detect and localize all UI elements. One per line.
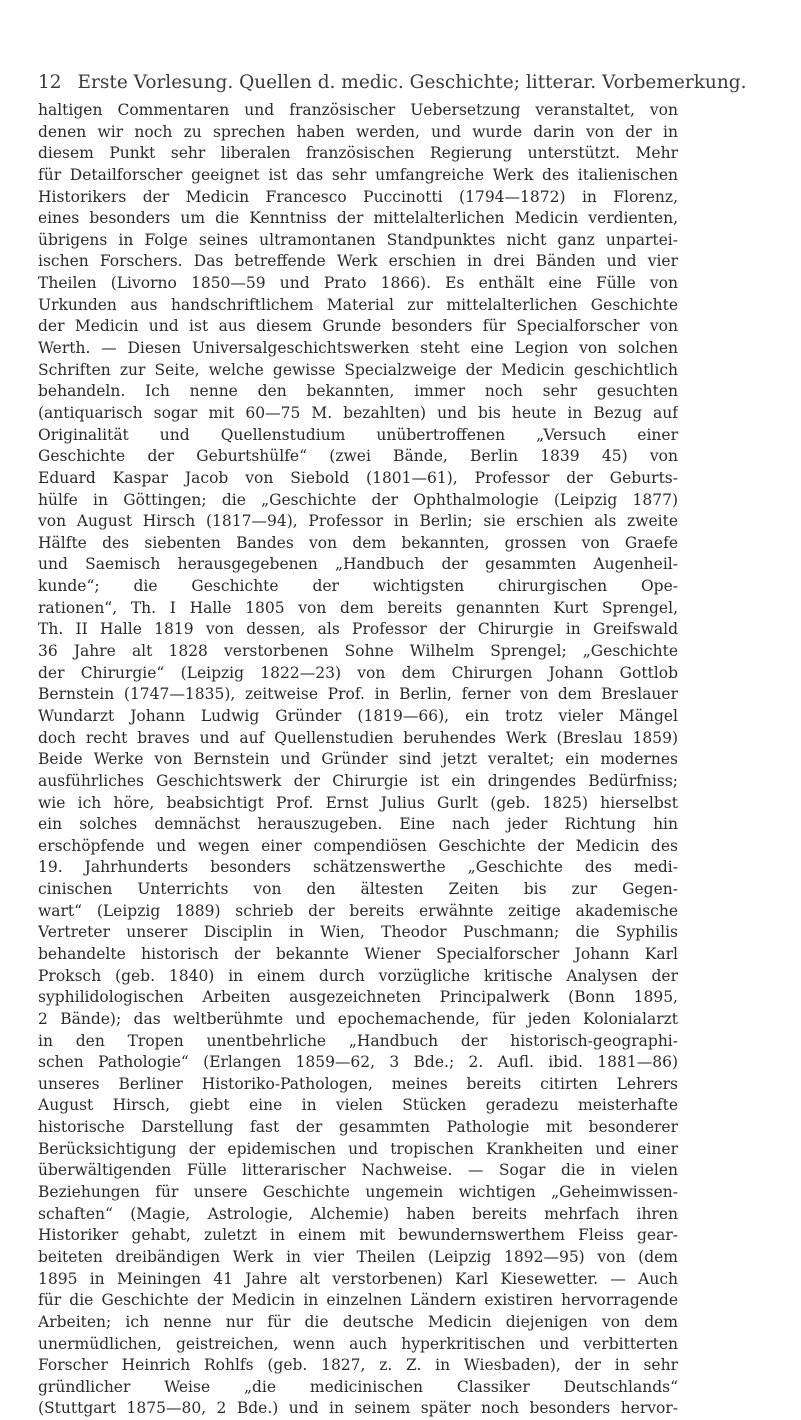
text-line: behandelte historisch der bekannte Wiener Specialforscher Johann Karl xyxy=(38,944,678,963)
text-line: ischen Forschers. Das betreffende Werk erschien in drei Bänden und vier xyxy=(38,252,678,271)
text-line: August Hirsch, giebt eine in vielen Stücken geradezu meisterhafte xyxy=(38,1096,678,1115)
text-line: schaften“ (Magie, Astrologie, Alchemie) haben bereits mehrfach ihren xyxy=(38,1204,678,1223)
page-number: 12 xyxy=(38,72,62,93)
text-line: beiteten dreibändigen Werk in vier Theilen (Leipzig 1892—95) von (dem xyxy=(38,1247,678,1266)
text-line: behandeln. Ich nenne den bekannten, immer noch sehr gesuchten xyxy=(38,382,678,401)
text-line: Eduard Kaspar Jacob von Siebold (1801—61), Professor der Geburts- xyxy=(38,468,678,487)
text-line: hülfe in Göttingen; die „Geschichte der Ophthalmologie (Leipzig 1877) xyxy=(38,490,678,509)
text-line: Theilen (Livorno 1850—59 und Prato 1866). Es enthält eine Fülle von xyxy=(38,274,678,293)
text-line: (antiquarisch sogar mit 60—75 M. bezahlten) und bis heute in Bezug auf xyxy=(38,403,678,422)
text-line: Bernstein (1747—1835), zeitweise Prof. in Berlin, ferner von dem Breslauer xyxy=(38,685,678,704)
text-line: (Stuttgart 1875—80, 2 Bde.) und in seinem später noch besonders hervor- xyxy=(38,1399,678,1418)
text-line: Forscher Heinrich Rohlfs (geb. 1827, z. Z. in Wiesbaden), der in sehr xyxy=(38,1356,678,1375)
text-line: Werth. — Diesen Universalgeschichtswerken steht eine Legion von solchen xyxy=(38,339,678,358)
text-line: Schriften zur Seite, welche gewisse Specialzweige der Medicin geschichtlich xyxy=(38,360,678,379)
running-title: Erste Vorlesung. Quellen d. medic. Geschichte; litterar. Vorbemerkung. xyxy=(77,72,747,93)
text-line: von August Hirsch (1817—94), Professor in Berlin; sie erschien als zweite xyxy=(38,512,678,531)
text-line: schen Pathologie“ (Erlangen 1859—62, 3 Bde.; 2. Aufl. ibid. 1881—86) xyxy=(38,1053,678,1072)
text-line: unseres Berliner Historiko-Pathologen, meines bereits citirten Lehrers xyxy=(38,1074,678,1093)
text-line: 1895 in Meiningen 41 Jahre alt verstorbenen) Karl Kiesewetter. — Auch xyxy=(38,1269,678,1288)
text-line: denen wir noch zu sprechen haben werden, und wurde darin von der in xyxy=(38,122,678,141)
text-line: für die Geschichte der Medicin in einzelnen Ländern existiren hervorragende xyxy=(38,1291,678,1310)
text-line: erschöpfende und wegen einer compendiösen Geschichte der Medicin des xyxy=(38,836,678,855)
text-line: Beziehungen für unsere Geschichte ungemein wichtigen „Geheimwissen- xyxy=(38,1183,678,1202)
text-line: 19. Jahrhunderts besonders schätzenswerthe „Geschichte des medi- xyxy=(38,858,678,877)
text-line: diesem Punkt sehr liberalen französischen Regierung unterstützt. Mehr xyxy=(38,144,678,163)
text-line: ausführliches Geschichtswerk der Chirurgie ist ein dringendes Bedürfniss; xyxy=(38,771,678,790)
body-text xyxy=(38,100,678,1420)
text-line: Berücksichtigung der epidemischen und tropischen Krankheiten und einer xyxy=(38,1139,678,1158)
text-line: ein solches demnächst herauszugeben. Eine nach jeder Richtung hin xyxy=(38,815,678,834)
text-line: unermüdlichen, geistreichen, wenn auch hyperkritischen und verbitterten xyxy=(38,1334,678,1353)
text-line: und Saemisch herausgegebenen „Handbuch der gesammten Augenheil- xyxy=(38,555,678,574)
text-line: Originalität und Quellenstudium unübertroffenen „Versuch einer xyxy=(38,425,678,444)
text-line: doch recht braves und auf Quellenstudien beruhendes Werk (Breslau 1859) xyxy=(38,728,678,747)
text-line: 2 Bände); das weltberühmte und epochemachende, für jeden Kolonialarzt xyxy=(38,1009,678,1028)
text-line: Geschichte der Geburtshülfe“ (zwei Bände, Berlin 1839 45) von xyxy=(38,447,678,466)
text-line: Urkunden aus handschriftlichem Material zur mittelalterlichen Geschichte xyxy=(38,295,678,314)
text-line: Vertreter unserer Disciplin in Wien, Theodor Puschmann; die Syphilis xyxy=(38,923,678,942)
text-line: rationen“, Th. I Halle 1805 von dem bereits genannten Kurt Sprengel, xyxy=(38,598,678,617)
text-line: der Medicin und ist aus diesem Grunde besonders für Specialforscher von xyxy=(38,317,678,336)
text-line: Proksch (geb. 1840) in einem durch vorzügliche kritische Analysen der xyxy=(38,966,678,985)
text-line: in den Tropen unentbehrliche „Handbuch der historisch-geographi- xyxy=(38,1031,678,1050)
text-line: überwältigenden Fülle litterarischer Nachweise. — Sogar die in vielen xyxy=(38,1161,678,1180)
text-line: 36 Jahre alt 1828 verstorbenen Sohne Wilhelm Sprengel; „Geschichte xyxy=(38,642,678,661)
text-line: syphilidologischen Arbeiten ausgezeichneten Principalwerk (Bonn 1895, xyxy=(38,988,678,1007)
text-line: Historiker gehabt, zuletzt in einem mit bewundernswerthem Fleiss gear- xyxy=(38,1226,678,1245)
text-line: Th. II Halle 1819 von dessen, als Professor der Chirurgie in Greifswald xyxy=(38,620,678,639)
text-line: Historikers der Medicin Francesco Puccinotti (1794—1872) in Florenz, xyxy=(38,187,678,206)
text-line: Beide Werke von Bernstein und Gründer sind jetzt veraltet; ein modernes xyxy=(38,750,678,769)
text-line: übrigens in Folge seines ultramontanen Standpunktes nicht ganz unpartei- xyxy=(38,230,678,249)
text-line: cinischen Unterrichts von den ältesten Zeiten bis zur Gegen- xyxy=(38,880,678,899)
text-line: historische Darstellung fast der gesammten Pathologie mit besonderer xyxy=(38,1118,678,1137)
text-line: der Chirurgie“ (Leipzig 1822—23) von dem Chirurgen Johann Gottlob xyxy=(38,663,678,682)
text-line: wart“ (Leipzig 1889) schrieb der bereits erwähnte zeitige akademische xyxy=(38,901,678,920)
text-line: haltigen Commentaren und französischer Uebersetzung veranstaltet, von xyxy=(38,101,678,119)
text-line: Arbeiten; ich nenne nur für die deutsche Medicin diejenigen von dem xyxy=(38,1312,678,1331)
running-header xyxy=(38,72,747,93)
text-line: gründlicher Weise „die medicinischen Classiker Deutschlands“ xyxy=(38,1377,678,1396)
text-line: Hälfte des siebenten Bandes von dem bekannten, grossen von Graefe xyxy=(38,533,678,552)
text-line: eines besonders um die Kenntniss der mittelalterlichen Medicin verdienten, xyxy=(38,209,678,228)
text-line: wie ich höre, beabsichtigt Prof. Ernst Julius Gurlt (geb. 1825) hierselbst xyxy=(38,793,678,812)
text-line: für Detailforscher geeignet ist das sehr umfangreiche Werk des italienischen xyxy=(38,165,678,184)
text-line: kunde“; die Geschichte der wichtigsten chirurgischen Ope- xyxy=(38,577,678,596)
text-line: Wundarzt Johann Ludwig Gründer (1819—66), ein trotz vieler Mängel xyxy=(38,706,678,725)
